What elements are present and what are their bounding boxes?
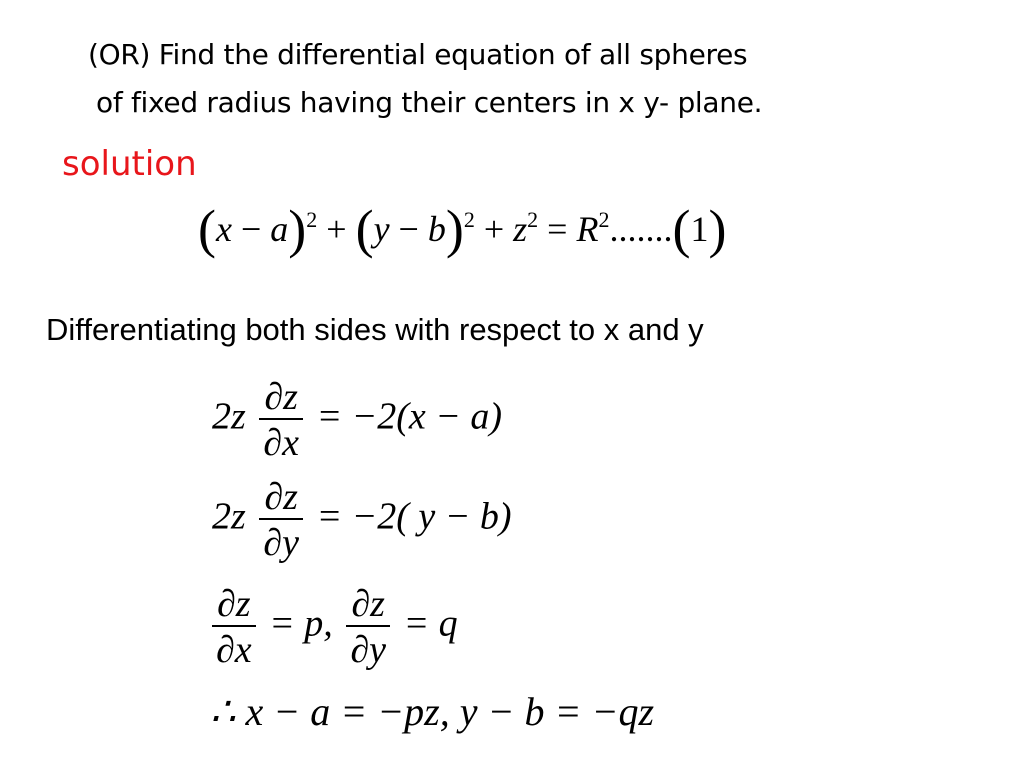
eq2-rhs: = −2(x − a) [316, 395, 503, 438]
eq2-coeff: 2z [212, 395, 246, 438]
sphere-equation: $(x - a)^2 + (y - b)^2 + z^2 = R^2.......(1)$ [198, 199, 727, 259]
eq2-denominator: ∂x [259, 418, 303, 462]
eq4-denominator-2: ∂y [346, 625, 390, 669]
equation-ellipsis: ....... [609, 209, 673, 249]
partial-x-equation [212, 378, 502, 462]
eq4-numerator-1: ∂z [217, 583, 251, 625]
question-line-1: (OR) Find the differential equation of all spheres [88, 38, 748, 71]
eq2-numerator: ∂z [264, 376, 298, 418]
eq4-denominator-1: ∂x [212, 625, 256, 669]
question-line-2: of fixed radius having their centers in x y- plane. [96, 86, 763, 119]
eq3-numerator: ∂z [264, 476, 298, 518]
eq3-denominator: ∂y [259, 518, 303, 562]
pq-definition [208, 585, 458, 669]
solution-label: solution [62, 144, 197, 184]
therefore-equation: ∴ x − a = −pz, y − b = −qz [210, 689, 655, 734]
eq4-numerator-2: ∂z [351, 583, 385, 625]
differentiating-text: Differentiating both sides with respect to x and y [46, 312, 704, 347]
eq4-end: = q [403, 602, 458, 645]
partial-y-equation [212, 478, 512, 562]
eq4-mid: = p, [269, 602, 333, 645]
eq3-coeff: 2z [212, 495, 246, 538]
eq3-rhs: = −2( y − b) [316, 495, 512, 538]
equation-number: 1 [690, 209, 709, 249]
